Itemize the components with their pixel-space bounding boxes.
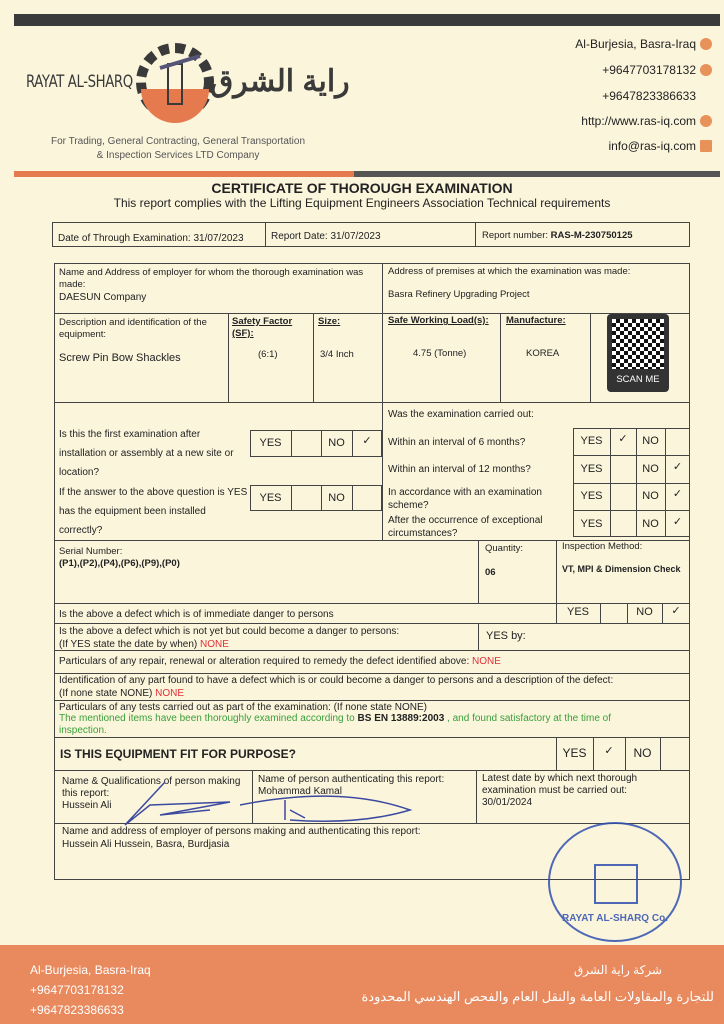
- footer-phone-2: +9647823386633: [30, 1003, 124, 1017]
- premises-label: Address of premises at which the examination was made:: [388, 266, 631, 277]
- exam-date: Date of Through Examination: 31/07/2023: [58, 233, 244, 244]
- check-icon[interactable]: ✓: [672, 488, 683, 500]
- employer-of-persons-value: Hussein Ali Hussein, Basra, Burdjasia: [62, 839, 230, 850]
- contact-phone-2: +9647823386633: [602, 89, 696, 103]
- size-value: 3/4 Inch: [320, 349, 354, 360]
- carried-12-months: Within an interval of 12 months?: [388, 464, 531, 475]
- premises-value: Basra Refinery Upgrading Project: [388, 289, 530, 300]
- employer-label: Name and Address of employer for whom the thorough examination was made:: [59, 267, 364, 290]
- divider-gray: [354, 171, 720, 177]
- certificate-subtitle: This report complies with the Lifting Equipment Engineers Association Technical requirements: [113, 196, 611, 210]
- contact-email[interactable]: info@ras-iq.com: [608, 139, 712, 153]
- description-value: Screw Pin Bow Shackles: [59, 352, 181, 364]
- brand-name-arabic: راية الشرق: [210, 65, 350, 98]
- description-label: Description and identification of the equipment:: [59, 317, 207, 340]
- tagline: For Trading, General Contracting, General Transportation & Inspection Services LTD Company: [50, 136, 306, 161]
- inspection-method-value: VT, MPI & Dimension Check: [562, 564, 681, 574]
- manufacture-value: KOREA: [526, 348, 560, 359]
- globe-icon: [700, 115, 712, 127]
- authenticator-name: Mohammad Kamal: [258, 786, 342, 797]
- location-pin-icon: [700, 38, 712, 50]
- immediate-danger-question: Is the above a defect which is of immediate danger to persons: [59, 609, 334, 620]
- yes-by-label: YES by:: [486, 630, 526, 642]
- could-danger-question: Is the above a defect which is not yet but could become a danger to persons:: [59, 626, 400, 637]
- swl-value: 4.75 (Tonne): [413, 348, 467, 359]
- safety-factor-label: Safety Factor (SF):: [232, 316, 293, 339]
- swl-label: Safe Working Load(s):: [388, 315, 489, 326]
- defect-identification-question: Identification of any part found to have a defect which is or could become a danger to persons and a description of the defect:: [59, 675, 614, 686]
- first-exam-question: Is this the first examination after installation or assembly at a new site or location?: [59, 429, 234, 478]
- qr-code[interactable]: SCAN ME: [607, 314, 669, 392]
- carried-6-months: Within an interval of 6 months?: [388, 437, 526, 448]
- installed-question: If the answer to the above question is YES has the equipment been installed correctly?: [59, 487, 248, 536]
- contact-address: Al-Burjesia, Basra-Iraq: [575, 37, 712, 51]
- report-maker-name: Hussein Ali: [62, 800, 112, 811]
- check-icon[interactable]: ✓: [362, 435, 372, 447]
- manufacture-label: Manufacture:: [506, 315, 566, 326]
- certificate-title: CERTIFICATE OF THOROUGH EXAMINATION: [211, 180, 513, 196]
- top-bar: [14, 14, 720, 26]
- size-label: Size:: [318, 316, 341, 327]
- footer-band: [0, 945, 724, 1024]
- defect-identification-answer: (If none state NONE) NONE: [59, 688, 185, 699]
- quantity-label: Quantity:: [485, 543, 524, 554]
- brand-name: RAYAT AL-SHARQ: [26, 72, 133, 92]
- check-icon[interactable]: ✓: [672, 516, 683, 528]
- fit-for-purpose-question: IS THIS EQUIPMENT FIT FOR PURPOSE?: [60, 747, 297, 761]
- check-icon[interactable]: ✓: [618, 433, 628, 445]
- serial-value: (P1),(P2),(P4),(P6),(P9),(P0): [59, 558, 180, 569]
- tests-question: Particulars of any tests carried out as part of the examination: (If none state NONE): [59, 702, 427, 713]
- contact-phone: +9647703178132: [602, 63, 712, 77]
- footer-company-arabic: شركة راية الشرق: [573, 963, 662, 977]
- safety-factor-value: (6:1): [258, 349, 278, 360]
- carried-out-label: Was the examination carried out:: [388, 409, 534, 420]
- divider-orange: [14, 171, 354, 177]
- company-stamp: RAYAT AL-SHARQ Co.: [548, 822, 682, 942]
- contact-website[interactable]: http://www.ras-iq.com: [581, 114, 712, 128]
- next-exam-label: Latest date by which next thorough examination must be carried out:: [482, 773, 638, 796]
- footer-phone-1: +9647703178132: [30, 983, 124, 997]
- footer-address: Al-Burjesia, Basra-Iraq: [30, 963, 151, 977]
- repair-question: Particulars of any repair, renewal or alteration required to remedy the defect identified above: NONE: [59, 656, 501, 667]
- could-danger-answer: (If YES state the date by when) NONE: [59, 639, 229, 650]
- phone-icon: [700, 64, 712, 76]
- serial-label: Serial Number:: [59, 546, 123, 557]
- report-number: Report number: RAS-M-230750125: [482, 230, 633, 241]
- carried-exceptional: After the occurrence of exceptional circumstances?: [388, 515, 543, 539]
- check-icon[interactable]: ✓: [604, 745, 614, 757]
- tests-answer: The mentioned items have been thoroughly examined according to BS EN 13889:2003 , and found satisfactory at the time of inspection.: [59, 713, 612, 736]
- employer-value: DAESUN Company: [59, 292, 147, 303]
- employer-of-persons-label: Name and address of employer of persons making and authenticating this report:: [62, 826, 421, 837]
- signature: [80, 780, 420, 830]
- authenticator-label: Name of person authenticating this report:: [258, 774, 445, 785]
- inspection-method-label: Inspection Method:: [562, 541, 643, 552]
- quantity-value: 06: [485, 567, 496, 578]
- report-date: Report Date: 31/07/2023: [271, 231, 381, 242]
- check-icon[interactable]: ✓: [671, 605, 681, 617]
- check-icon[interactable]: ✓: [672, 461, 683, 473]
- footer-tagline-arabic: للتجارة والمقاولات العامة والنقل العام والفحص الهندسي المحدودة: [361, 989, 714, 1004]
- mail-icon: [700, 140, 712, 152]
- carried-scheme: In accordance with an examination scheme?: [388, 487, 542, 511]
- next-exam-date: 30/01/2024: [482, 797, 533, 808]
- report-maker-label: Name & Qualifications of person making this report:: [62, 776, 241, 799]
